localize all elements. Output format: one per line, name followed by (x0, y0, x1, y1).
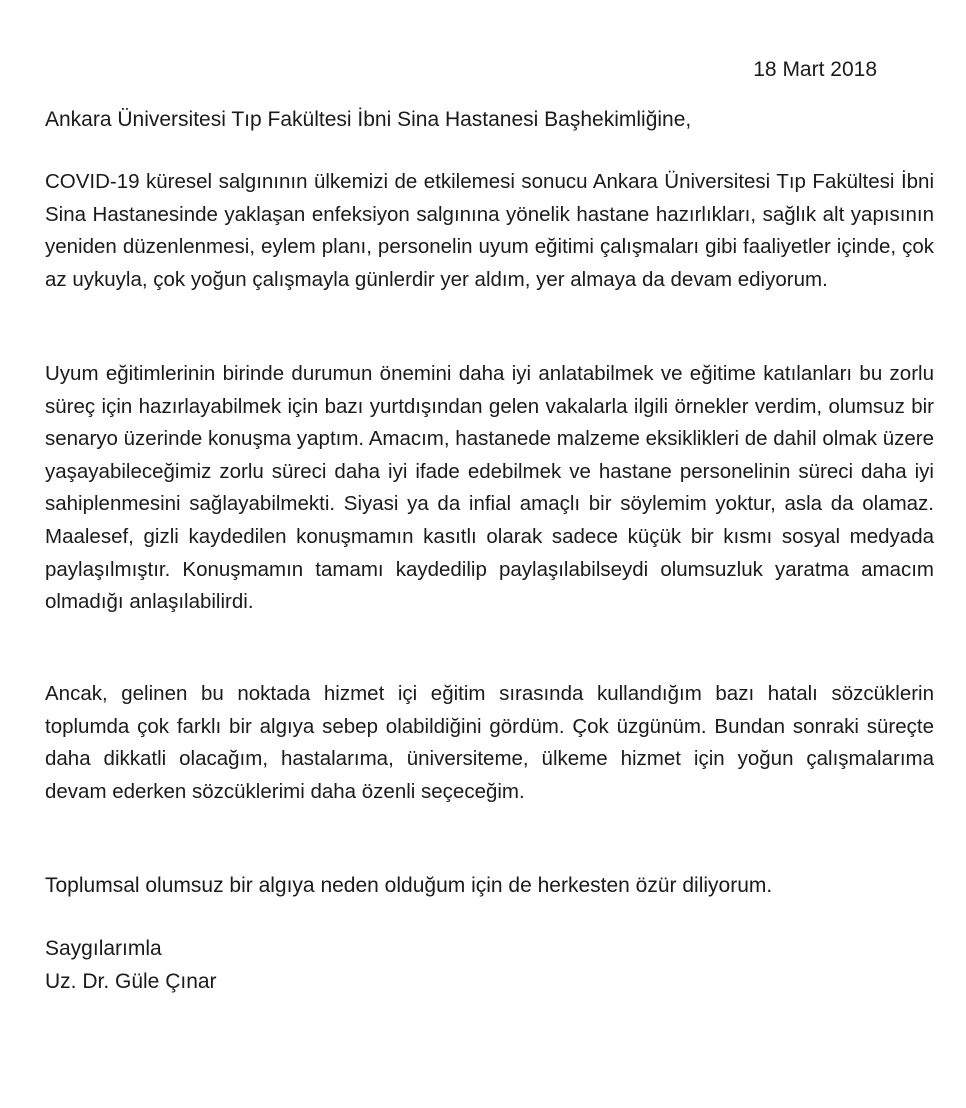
letter-closing: Saygılarımla (45, 937, 162, 960)
letter-paragraph: COVID-19 küresel salgınının ülkemizi de etkilemesi sonucu Ankara Üniversitesi Tıp Fakültesi İbni Sina Hastanesinde yaklaşan enfeksiyon salgınına yönelik hastane hazırlıkları, sağlık alt yapısının yeniden düzenlenmesi, eylem planı, personelin uyum eğitimi çalışmaları gibi faaliyetler içinde, çok az uykuyla, çok yoğun çalışmayla günlerdir yer aldım, yer almaya da devam ediyorum. (45, 170, 934, 291)
letter-signature: Uz. Dr. Güle Çınar (45, 970, 217, 993)
apology-line: Toplumsal olumsuz bir algıya neden olduğum için de herkesten özür diliyorum. (45, 874, 773, 897)
letter-salutation: Ankara Üniversitesi Tıp Fakültesi İbni Sina Hastanesi Başhekimliğine, (45, 108, 692, 131)
letter-date: 18 Mart 2018 (753, 58, 877, 81)
letter-paragraph: Uyum eğitimlerinin birinde durumun önemini daha iyi anlatabilmek ve eğitime katılanları bu zorlu süreç için hazırlayabilmek için bazı yurtdışından gelen vakalarla ilgili örnekler verdim, olumsuz bir senaryo üzerinde konuşma yaptım. Amacım, hastanede malzeme eksiklikleri de dahil olmak üzere yaşayabileceğimiz zorlu süreci daha iyi ifade edebilmek ve hastane personelinin süreci daha iyi sahiplenmesini sağlayabilmekti. Siyasi ya da infial amaçlı bir söylemim yoktur, asla da olamaz. Maalesef, gizli kaydedilen konuşmamın kasıtlı olarak sadece küçük bir kısmı sosyal medyada paylaşılmıştır. Konuşmamın tamamı kaydedilip paylaşılabilseydi olumsuzluk yaratma amacım olmadığı anlaşılabilirdi. (45, 362, 934, 614)
letter-paragraph: Ancak, gelinen bu noktada hizmet içi eğitim sırasında kullandığım bazı hatalı sözcüklerin toplumda çok farklı bir algıya sebep olabildiğini gördüm. Çok üzgünüm. Bundan sonraki süreçte daha dikkatli olacağım, hastalarıma, üniversiteme, ülkeme hizmet için yoğun çalışmalarıma devam ederken sözcüklerimi daha özenli seçeceğim. (45, 682, 934, 803)
